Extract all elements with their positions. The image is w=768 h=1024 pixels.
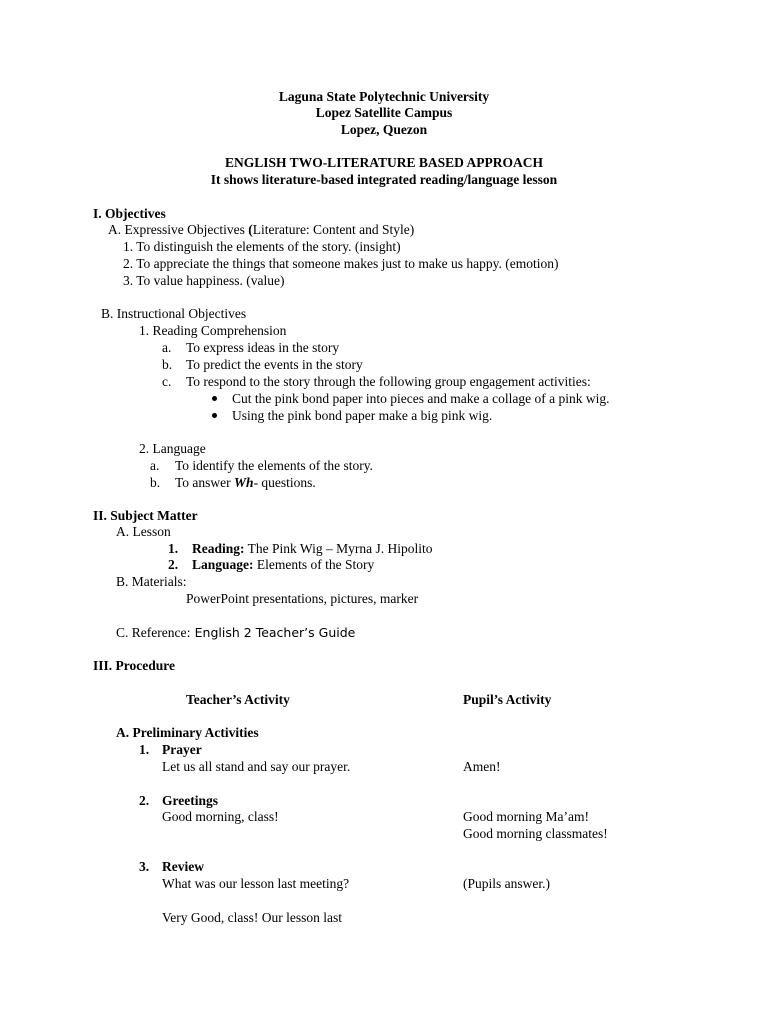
prayer-teacher-text: Let us all stand and say our prayer. [162,759,351,774]
reading-item-text: To express ideas in the story [186,340,340,355]
document-subtitle: It shows literature-based integrated reading/language lesson [210,172,558,187]
reading-item-letter: b. [162,357,173,372]
lesson-label: A. Lesson [116,524,171,539]
activity-bullet-2: Using the pink bond paper make a big pink wig. [232,408,493,423]
prayer-number: 1. [139,742,150,757]
greetings-number: 2. [139,793,150,808]
prayer-label: Prayer [162,742,202,757]
university-name: Laguna State Polytechnic University [278,89,490,104]
greetings-teacher-text: Good morning, class! [162,809,279,824]
language-item-letter: a. [150,458,160,473]
pupil-activity-column: Pupil’s Activity [463,692,552,707]
subject-matter-heading: II. Subject Matter [93,508,198,523]
preliminary-activities-heading: A. Preliminary Activities [116,725,259,740]
lesson-item-number: 1. [168,541,179,556]
reading-item-letter: c. [162,374,172,389]
bullet-icon [212,396,217,401]
language-item-text: To identify the elements of the story. [175,458,374,473]
prayer-pupil-text: Amen! [463,759,501,774]
lesson-item-reading: Reading: The Pink Wig – Myrna J. Hipolito [192,541,433,556]
campus-name: Lopez Satellite Campus [315,105,453,120]
lesson-item-number: 2. [168,557,179,572]
review-teacher-text: What was our lesson last meeting? [162,876,350,891]
expressive-item-1: 1. To distinguish the elements of the story. (insight) [123,239,401,254]
materials-label: B. Materials: [116,574,187,589]
language-label: 2. Language [139,441,206,456]
greetings-pupil-text: Good morning classmates! [463,826,608,841]
review-label: Review [162,859,204,874]
reference-line: C. Reference: English 2 Teacher’s Guide [116,625,356,640]
document-title: ENGLISH TWO-LITERATURE BASED APPROACH [225,155,543,170]
language-item-text: To answer Wh- questions. [175,475,316,490]
procedure-heading: III. Procedure [93,658,175,673]
reading-item-text: To predict the events in the story [186,357,363,372]
reading-item-letter: a. [162,340,172,355]
activity-bullet-1: Cut the pink bond paper into pieces and make a collage of a pink wig. [232,391,610,406]
lesson-item-language: Language: Elements of the Story [192,557,375,572]
review-teacher-text-2: Very Good, class! Our lesson last [162,910,342,925]
expressive-item-2: 2. To appreciate the things that someone makes just to make us happy. (emotion) [123,256,559,271]
review-pupil-text: (Pupils answer.) [463,876,550,891]
review-number: 3. [139,859,150,874]
expressive-item-3: 3. To value happiness. (value) [123,273,285,288]
greetings-label: Greetings [162,793,218,808]
instructional-objectives-label: B. Instructional Objectives [101,306,247,321]
reading-item-text: To respond to the story through the following group engagement activities: [186,374,591,389]
greetings-pupil-text: Good morning Ma’am! [463,809,589,824]
reading-comprehension-label: 1. Reading Comprehension [139,323,287,338]
teacher-activity-column: Teacher’s Activity [186,692,290,707]
expressive-objectives-label: A. Expressive Objectives (Literature: Content and Style) [108,222,415,237]
bullet-icon [212,413,217,418]
language-item-letter: b. [150,475,161,490]
objectives-heading: I. Objectives [93,206,166,221]
materials-text: PowerPoint presentations, pictures, marker [186,591,419,606]
campus-location: Lopez, Quezon [340,122,428,137]
